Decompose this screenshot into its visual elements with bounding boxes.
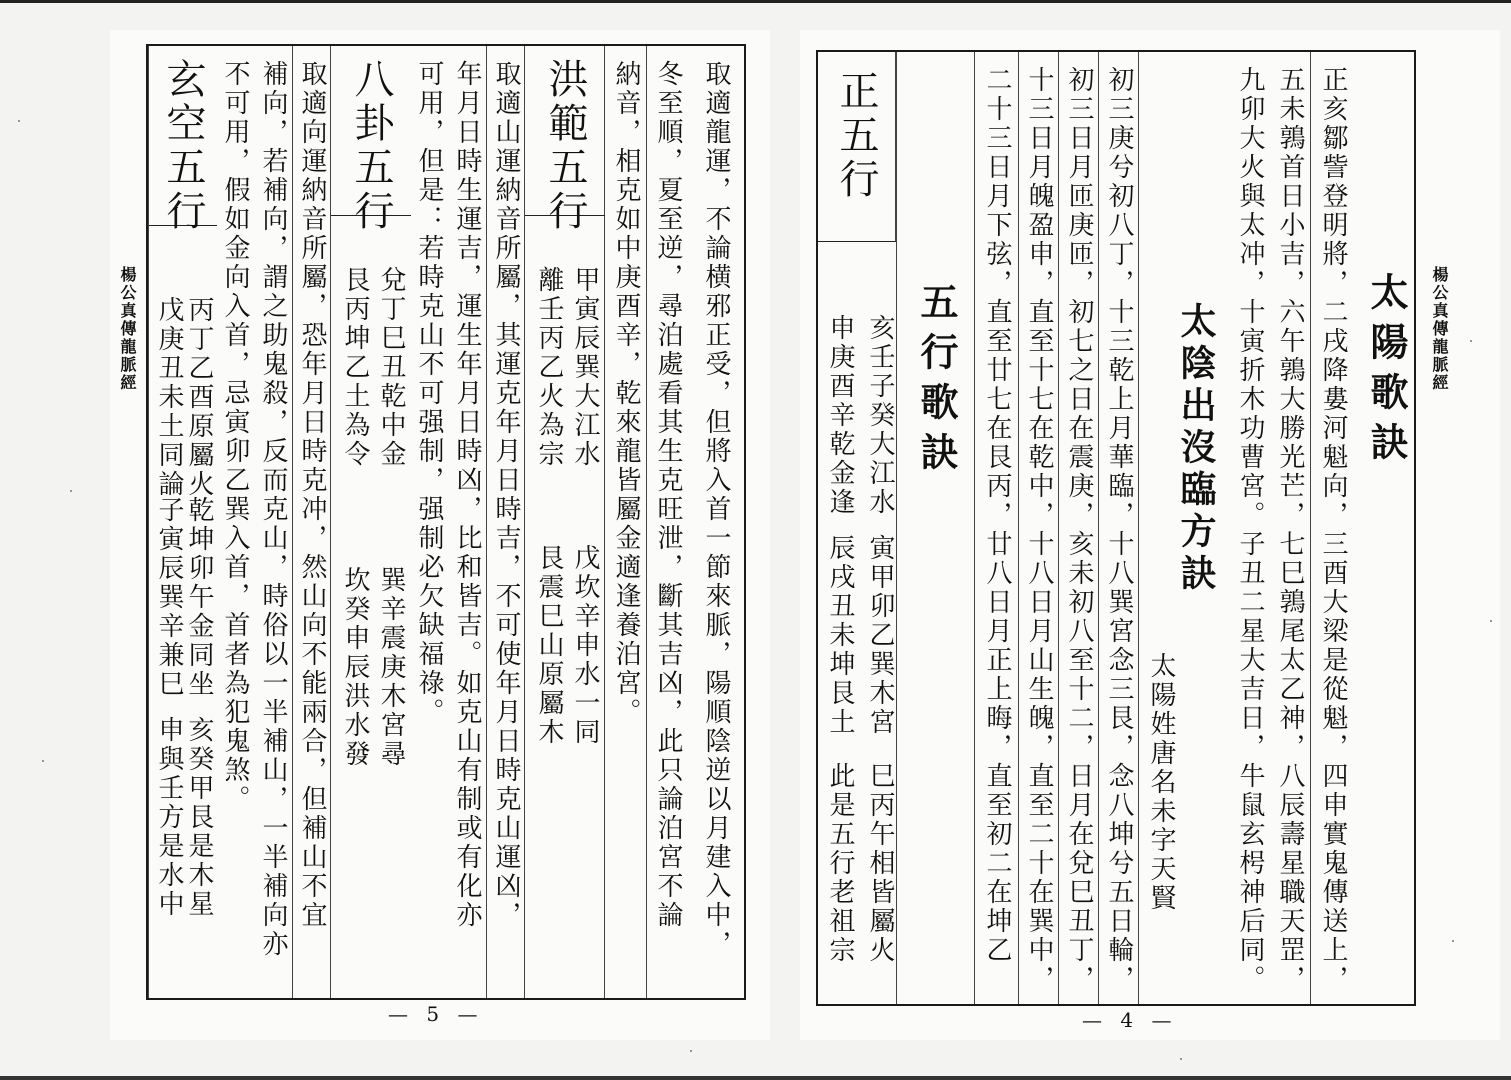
section-title-cell [149,46,217,234]
text-column: 補向，若補向，謂之助鬼殺，反而克山，時俗以一半補山，一半補向亦 [258,60,288,959]
verse-line: 巳丙午相皆屬火 [865,762,895,965]
verse-line: 離壬丙乙火為宗 [534,266,564,469]
text-column: 十三日月魄盈申，直至十七在乾中，十八日月山生魄，直至二十在巽中， [1018,52,1059,1004]
left-page [110,30,770,1040]
text-column: 年月日時生運吉，運生年月日時凶，比和皆吉。如克山有制或有化亦 [452,60,482,930]
verse-line: 子寅辰巽辛兼巳 [154,496,184,699]
scan-speck [690,1050,692,1052]
section-xuankong [148,46,217,998]
verse-line: 艮丙坤乙土為令 [340,266,370,469]
scan-speck [70,490,72,492]
section-title: 玄空五行 [160,58,206,234]
scan-speck [1180,1058,1182,1060]
section-heading: 五行歌訣 [896,52,975,1004]
text-column: 不可用，假如金向入首，忌寅卯乙巽入首，首者為犯鬼煞。 [220,60,250,814]
text-column: 納音，相克如中庚酉辛，乾來龍皆屬金適逢養泊宮。 [604,46,647,998]
text-column: 冬至順，夏至逆，尋泊處看其生克旺泄，斷其吉凶，此只論泊宮不論 [646,46,689,998]
text-column: 二十三日月下弦，直至廿七在艮丙，廿八日月正上晦，直至初二在坤乙 [974,52,1019,1004]
text-column: 取適龍運，不論横邪正受，但將入首一節來脈，陽順陰逆以月建入中， [701,60,731,959]
page-number: — 5 — [388,1002,484,1026]
scan-speck [1470,340,1472,342]
text-column: 取適山運納音所屬，其運克年月日時吉，不可使年月日時克山運凶， [486,46,525,998]
section-hongfan [524,46,605,998]
right-page [800,30,1500,1040]
running-header: 楊公真傳龍脈經 [118,266,137,392]
verse-line: 此是五行老祖宗 [825,762,855,965]
verse-line: 戊庚丑未土同論 [154,296,184,499]
verse-line: 坎癸申辰洪水發 [340,566,370,769]
text-column: 初三庚兮初八丁，十三乾上月華臨，十八巽宮念三艮，念八坤兮五日輪， [1098,52,1139,1004]
section-title-cell [525,46,605,234]
section-bagua [330,46,411,998]
text-column: 取適向運納音所屬，恐年月日時克冲，然山向不能兩合，但補山不宜 [292,46,331,998]
scan-speck [1490,620,1492,622]
verse-line: 寅甲卯乙巽木宮 [865,534,895,737]
scan-speck [1452,940,1454,942]
text-column: 可用，但是：若時克山不可强制，强制必欠缺福祿。 [414,60,444,727]
section-heading: 太陽歌訣 [1364,272,1409,472]
text-column: 初三日月匝庚匝，初七之日在震庚，亥未初八至十二，日月在兌巳丑丁， [1058,52,1099,1004]
verse-line: 丙丁乙酉原屬火 [184,296,214,499]
verse-line: 申與壬方是水中 [154,716,184,919]
verse-line: 戊坎辛申水一同 [570,544,600,747]
text-column: 五未鶉首日小吉，六午鶉大勝光芒，七巳鶉尾太乙神，八辰壽星職天罡， [1275,66,1305,994]
subtitle: 太陽姓唐名未字天賢 [1146,652,1176,913]
right-page-frame [816,50,1416,1006]
verse-line: 亥壬子癸大江水 [865,314,895,517]
verse-line: 乾坤卯午金同坐 [184,496,214,699]
verse-line: 申庚酉辛乾金逢 [825,314,855,517]
page-number: — 4 — [1082,1008,1178,1032]
section-title-cell [331,46,411,234]
section-title: 洪範五行 [542,58,588,234]
scan-edge [0,1076,1511,1080]
verse-line: 艮震巳山原屬木 [534,544,564,747]
section-heading: 太陰出沒臨方訣 太陽姓唐名未字天賢 [1138,52,1231,1004]
verse-line: 甲寅辰巽大江水 [570,266,600,469]
verse-line: 亥癸甲艮是木星 [184,716,214,919]
verse-line: 巽辛震庚木宮尋 [376,566,406,769]
left-page-frame [146,44,746,1000]
text-column: 正亥鄒訾登明將，二戌降婁河魁向，三酉大梁是從魁，四申實鬼傳送上， [1310,52,1355,1004]
running-header: 楊公真傳龍脈經 [1430,266,1449,392]
scan-speck [18,120,20,122]
section-title: 正五行 [833,70,879,202]
verse-line: 辰戌丑未坤艮土 [825,534,855,737]
text-column: 九卯大火與太冲，十寅折木功曹宮。子丑二星大吉日，牛鼠玄枵神后同。 [1235,66,1265,994]
section-title: 八卦五行 [348,58,394,234]
scan-speck [42,760,44,762]
section-title-cell [818,52,896,242]
scan-edge [0,0,1511,3]
verse-line: 兌丁巳丑乾中金 [376,266,406,469]
